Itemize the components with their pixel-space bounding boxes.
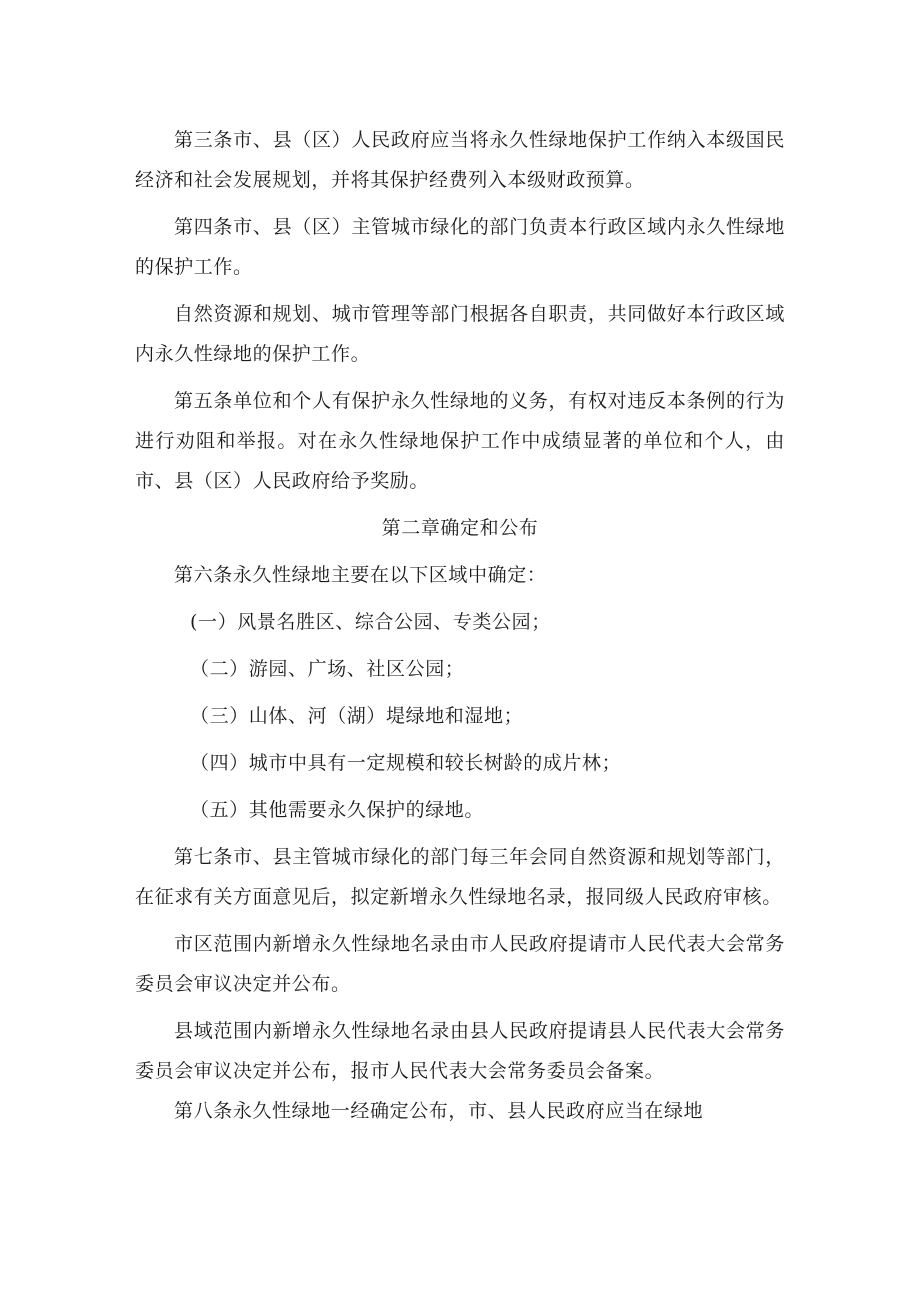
article-7-paragraph: 第七条市、县主管城市绿化的部门每三年会同自然资源和规划等部门，在征求有关方面意见后，拟定新增永久性绿地名录，报同级人民政府审核。 <box>135 846 785 908</box>
article-4-second-paragraph: 自然资源和规划、城市管理等部门根据各自职责，共同做好本行政区域内永久性绿地的保护工作。 <box>135 303 785 365</box>
article-8-paragraph: 第八条永久性绿地一经确定公布，市、县人民政府应当在绿地 <box>174 1100 704 1122</box>
article-6-item-5: （五）其他需要永久保护的绿地。 <box>190 799 485 821</box>
article-6-item-3: （三）山体、河（湖）堤绿地和湿地； <box>190 705 524 727</box>
article-6-intro: 第六条永久性绿地主要在以下区域中确定： <box>174 564 547 586</box>
document-page <box>135 120 785 1138</box>
article-7-city-paragraph: 市区范围内新增永久性绿地名录由市人民政府提请市人民代表大会常务委员会审议决定并公布。 <box>135 933 785 995</box>
article-6-item-1: (一）风景名胜区、综合公园、专类公园； <box>190 611 551 633</box>
article-3-paragraph: 第三条市、县（区）人民政府应当将永久性绿地保护工作纳入本级国民经济和社会发展规划，并将其保护经费列入本级财政预算。 <box>135 129 785 191</box>
article-5-paragraph: 第五条单位和个人有保护永久性绿地的义务，有权对违反本条例的行为进行劝阻和举报。对在永久性绿地保护工作中成绩显著的单位和个人，由市、县（区）人民政府给予奖励。 <box>135 390 785 492</box>
article-6-item-2: （二）游园、广场、社区公园； <box>190 658 465 680</box>
chapter-heading: 第二章确定和公布 <box>381 517 539 539</box>
article-6-item-4: （四）城市中具有一定规模和较长树龄的成片林； <box>190 752 622 774</box>
article-7-county-paragraph: 县域范围内新增永久性绿地名录由县人民政府提请县人民代表大会常务委员会审议决定并公布，报市人民代表大会常务委员会备案。 <box>135 1020 785 1082</box>
article-4-paragraph: 第四条市、县（区）主管城市绿化的部门负责本行政区域内永久性绿地的保护工作。 <box>135 216 785 278</box>
